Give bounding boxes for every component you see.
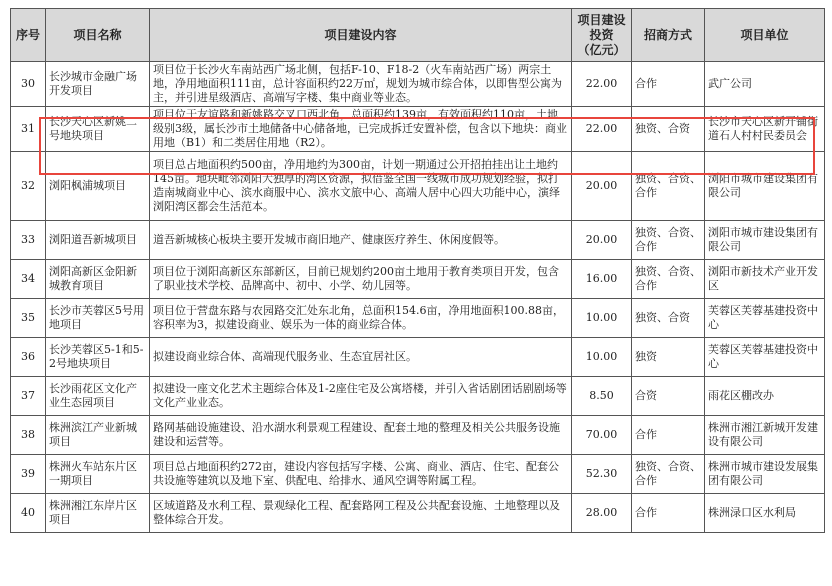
table-header bbox=[11, 9, 825, 62]
cell-invest: 22.00 bbox=[572, 107, 632, 152]
table-row bbox=[11, 221, 825, 260]
cell-content: 路网基础设施建设、沿水湖水利景观工程建设、配套土地的整理及相关公共服务设施建设和运营等。 bbox=[150, 416, 572, 455]
cell-name: 株洲湘江东岸片区项目 bbox=[46, 494, 150, 533]
cell-content: 拟建设一座文化艺术主题综合体及1-2座住宅及公寓塔楼，并引入省话剧团话剧剧场等文化产业业态。 bbox=[150, 377, 572, 416]
header-seq: 序号 bbox=[11, 9, 46, 62]
table-row bbox=[11, 377, 825, 416]
cell-name: 浏阳高新区金阳新城教育项目 bbox=[46, 260, 150, 299]
cell-invest: 10.00 bbox=[572, 299, 632, 338]
cell-unit: 雨花区棚改办 bbox=[705, 377, 825, 416]
cell-invest: 20.00 bbox=[572, 221, 632, 260]
table-row bbox=[11, 152, 825, 221]
cell-seq: 39 bbox=[11, 455, 46, 494]
table-row bbox=[11, 260, 825, 299]
cell-content: 项目位于营盘东路与农园路交汇处东北角，总面积154.6亩，净用地面积100.88亩，容积率为3，拟建设商业、娱乐为一体的商业综合体。 bbox=[150, 299, 572, 338]
table-row bbox=[11, 107, 825, 152]
cell-unit: 株洲市湘江新城开发建设有限公司 bbox=[705, 416, 825, 455]
table-row bbox=[11, 299, 825, 338]
header-name: 项目名称 bbox=[46, 9, 150, 62]
table-body bbox=[11, 62, 825, 533]
cell-content: 区域道路及水利工程、景观绿化工程、配套路网工程及公共配套设施、土地整理以及整体综合开发。 bbox=[150, 494, 572, 533]
cell-invest: 28.00 bbox=[572, 494, 632, 533]
cell-invest: 10.00 bbox=[572, 338, 632, 377]
cell-mode: 独资、合资、合作 bbox=[632, 260, 705, 299]
cell-invest: 20.00 bbox=[572, 152, 632, 221]
cell-unit: 芙蓉区芙蓉基建投资中心 bbox=[705, 338, 825, 377]
cell-name: 长沙城市金融广场开发项目 bbox=[46, 62, 150, 107]
cell-invest: 22.00 bbox=[572, 62, 632, 107]
cell-mode: 独资、合资、合作 bbox=[632, 221, 705, 260]
cell-mode: 合作 bbox=[632, 494, 705, 533]
cell-unit: 浏阳市城市建设集团有限公司 bbox=[705, 152, 825, 221]
cell-seq: 33 bbox=[11, 221, 46, 260]
cell-name: 浏阳道吾新城项目 bbox=[46, 221, 150, 260]
cell-content: 项目总占地面积约272亩，建设内容包括写字楼、公寓、商业、酒店、住宅、配套公共设施等建筑以及地下室、供配电、给排水、通风空调等附属工程。 bbox=[150, 455, 572, 494]
cell-unit: 武广公司 bbox=[705, 62, 825, 107]
cell-content: 项目位于长沙火车南站西广场北侧，包括F-10、F18-2（火车南站西广场）两宗土地，净用地面积111亩，总计容面积约22万㎡，规划为城市综合体，以即售型公寓为主，并引进星级酒店、高端写字楼、集中商业等业态。 bbox=[150, 62, 572, 107]
cell-invest: 52.30 bbox=[572, 455, 632, 494]
cell-name: 株洲火车站东片区一期项目 bbox=[46, 455, 150, 494]
cell-unit: 浏阳市新技术产业开发区 bbox=[705, 260, 825, 299]
cell-content: 拟建设商业综合体、高端现代服务业、生态宜居社区。 bbox=[150, 338, 572, 377]
project-table bbox=[10, 8, 825, 533]
cell-name: 长沙芙蓉区5-1和5-2号地块项目 bbox=[46, 338, 150, 377]
cell-seq: 35 bbox=[11, 299, 46, 338]
header-mode: 招商方式 bbox=[632, 9, 705, 62]
table-row bbox=[11, 455, 825, 494]
cell-content: 项目位于浏阳高新区东部新区，目前已规划约200亩土地用于教育类项目开发，包含了职业技术学校、品牌高中、初中、小学、幼儿园等。 bbox=[150, 260, 572, 299]
cell-content: 道吾新城核心板块主要开发城市商旧地产、健康医疗养生、休闲度假等。 bbox=[150, 221, 572, 260]
cell-invest: 8.50 bbox=[572, 377, 632, 416]
cell-unit: 株洲渌口区水利局 bbox=[705, 494, 825, 533]
cell-seq: 38 bbox=[11, 416, 46, 455]
cell-name: 株洲滨江产业新城项目 bbox=[46, 416, 150, 455]
header-content: 项目建设内容 bbox=[150, 9, 572, 62]
cell-seq: 34 bbox=[11, 260, 46, 299]
cell-seq: 36 bbox=[11, 338, 46, 377]
cell-mode: 合资 bbox=[632, 377, 705, 416]
cell-seq: 32 bbox=[11, 152, 46, 221]
cell-seq: 30 bbox=[11, 62, 46, 107]
header-invest-line1: 项目建设 bbox=[577, 12, 626, 27]
cell-name: 长沙天心区新姚二号地块项目 bbox=[46, 107, 150, 152]
header-invest bbox=[572, 9, 632, 62]
cell-invest: 16.00 bbox=[572, 260, 632, 299]
cell-name: 长沙雨花区文化产业生态园项目 bbox=[46, 377, 150, 416]
header-invest-line2: 投资 bbox=[589, 27, 614, 42]
cell-unit: 株洲市城市建设发展集团有限公司 bbox=[705, 455, 825, 494]
cell-invest: 70.00 bbox=[572, 416, 632, 455]
table-row bbox=[11, 338, 825, 377]
cell-mode: 独资、合资、合作 bbox=[632, 152, 705, 221]
cell-mode: 独资、合资 bbox=[632, 107, 705, 152]
cell-content: 项目位于友谊路和新姚路交叉口西北角，总面积约139亩，有效面积约110亩，土地级别3级，属长沙市土地储备中心储备地，已完成拆迁安置补偿，包含以下地块：商业用地（B1）和二类居住用地（R2）。 bbox=[150, 107, 572, 152]
cell-unit: 浏阳市城市建设集团有限公司 bbox=[705, 221, 825, 260]
cell-mode: 独资 bbox=[632, 338, 705, 377]
cell-mode: 独资、合资、合作 bbox=[632, 455, 705, 494]
header-unit: 项目单位 bbox=[705, 9, 825, 62]
cell-unit: 长沙市天心区新开铺街道石人村村民委员会 bbox=[705, 107, 825, 152]
cell-content: 项目总占地面积约500亩，净用地约为300亩，计划一期通过公开招拍挂出让土地约145亩。地块毗邻浏阳大独厚的湾区资源，拟借鉴全国一线城市成功规划经验，拟打造南城商业中心、滨水商服中心、滨水文旅中心、高端人居中心四大功能中心，演绎浏阳湾区都会生活范本。 bbox=[150, 152, 572, 221]
table-row bbox=[11, 62, 825, 107]
table-row bbox=[11, 494, 825, 533]
cell-seq: 40 bbox=[11, 494, 46, 533]
cell-name: 浏阳枫浦城项目 bbox=[46, 152, 150, 221]
cell-mode: 合作 bbox=[632, 62, 705, 107]
cell-unit: 芙蓉区芙蓉基建投资中心 bbox=[705, 299, 825, 338]
cell-mode: 合作 bbox=[632, 416, 705, 455]
table-row bbox=[11, 416, 825, 455]
cell-seq: 37 bbox=[11, 377, 46, 416]
cell-seq: 31 bbox=[11, 107, 46, 152]
header-invest-line3: （亿元） bbox=[577, 42, 626, 57]
cell-mode: 独资、合资 bbox=[632, 299, 705, 338]
cell-name: 长沙市芙蓉区5号用地项目 bbox=[46, 299, 150, 338]
